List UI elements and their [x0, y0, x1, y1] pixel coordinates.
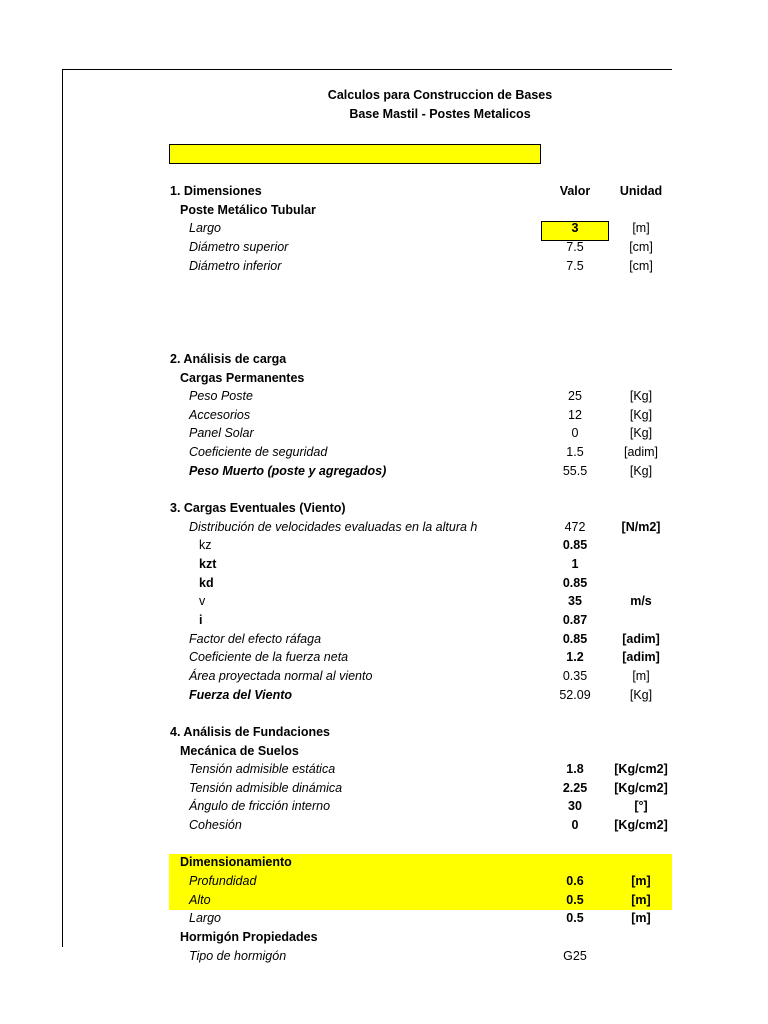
table-row [0, 686, 768, 705]
row-label: Peso Poste [189, 389, 253, 404]
row-label: kz [199, 538, 212, 553]
table-row [0, 387, 768, 406]
table-row [0, 648, 768, 667]
row-label: 4. Análisis de Fundaciones [170, 724, 330, 739]
row-value[interactable]: 1 [571, 557, 579, 571]
row-value[interactable]: 0.85 [562, 538, 588, 553]
row-value[interactable]: 12 [568, 407, 582, 422]
row-label: Diámetro inferior [189, 258, 282, 273]
table-row [0, 947, 768, 966]
row-value[interactable]: 55.5 [562, 463, 588, 478]
row-value[interactable]: 3 [571, 221, 579, 236]
table-row [0, 630, 768, 649]
column-header-unidad: Unidad [619, 184, 663, 198]
row-label: 1. Dimensiones [170, 184, 262, 198]
table-row [0, 816, 768, 835]
table-row [0, 443, 768, 462]
row-label: Tensión admisible dinámica [189, 780, 343, 795]
table-row [0, 723, 768, 742]
table-row [0, 742, 768, 761]
table-row [0, 201, 768, 220]
table-row [0, 574, 768, 593]
row-unit: [Kg] [629, 389, 653, 404]
row-value[interactable]: 2.25 [562, 780, 588, 795]
row-value[interactable]: 0 [571, 426, 579, 441]
table-row [0, 872, 768, 891]
table-row [0, 536, 768, 555]
row-value[interactable]: 0 [571, 818, 579, 833]
row-label: Peso Muerto (poste y agregados) [189, 463, 387, 478]
row-value[interactable]: 7.5 [566, 239, 584, 254]
row-value[interactable]: 0.5 [566, 911, 584, 926]
table-row [0, 555, 768, 574]
highlighted-empty-cell[interactable] [169, 144, 541, 164]
table-row [0, 219, 768, 238]
table-row [0, 182, 768, 201]
row-label: Accesorios [189, 407, 251, 422]
row-label: Tensión admisible estática [189, 762, 336, 777]
page-title: Calculos para Construccion de Bases [327, 88, 553, 102]
row-label: Distribución de velocidades evaluadas en la altura h [189, 519, 478, 534]
table-row [0, 797, 768, 816]
row-label: kzt [199, 557, 217, 571]
row-value[interactable]: 1.2 [566, 650, 584, 665]
row-unit: [adim] [622, 650, 660, 665]
row-value[interactable]: 0.5 [566, 892, 584, 907]
row-label: Diámetro superior [189, 239, 289, 254]
table-row [0, 909, 768, 928]
table-row [0, 891, 768, 910]
row-value[interactable]: 52.09 [559, 687, 591, 702]
table-row [0, 350, 768, 369]
row-label: Cohesión [189, 818, 242, 833]
table-row [0, 518, 768, 537]
table-row [0, 928, 768, 947]
row-unit: [m] [631, 874, 651, 889]
table-row [0, 853, 768, 872]
row-unit: [N/m2] [621, 519, 661, 534]
page-subtitle: Base Mastil - Postes Metalicos [349, 107, 531, 121]
row-value[interactable]: 1.5 [566, 445, 584, 460]
row-label: v [199, 594, 206, 609]
row-value[interactable]: 1.8 [566, 762, 584, 777]
row-label: Poste Metálico Tubular [180, 202, 316, 217]
row-unit: [Kg] [629, 407, 653, 422]
row-label: Coeficiente de seguridad [189, 445, 328, 460]
row-label: Dimensionamiento [180, 855, 292, 870]
table-row [0, 779, 768, 798]
table-row [0, 369, 768, 388]
row-value[interactable]: 7.5 [566, 258, 584, 273]
row-unit: [Kg/cm2] [614, 780, 668, 795]
row-value[interactable]: 0.85 [562, 631, 588, 646]
table-row [0, 406, 768, 425]
sheet-border-top [62, 69, 672, 70]
row-unit: [Kg] [629, 463, 653, 478]
row-label: Factor del efecto ráfaga [189, 631, 322, 646]
row-unit: [Kg] [629, 426, 653, 441]
row-label: Profundidad [189, 874, 257, 889]
row-value[interactable]: 0.87 [562, 612, 588, 627]
row-label: Área proyectada normal al viento [189, 668, 373, 683]
table-row [0, 592, 768, 611]
row-label: Mecánica de Suelos [180, 743, 299, 758]
row-unit: [cm] [629, 258, 653, 273]
row-unit: [adim] [622, 631, 660, 646]
row-unit: [m] [632, 668, 650, 683]
table-row [0, 667, 768, 686]
row-unit: m/s [630, 594, 652, 609]
table-row [0, 499, 768, 518]
row-value[interactable]: 25 [568, 389, 582, 404]
row-unit: [m] [631, 892, 651, 907]
row-label: Coeficiente de la fuerza neta [189, 650, 349, 665]
table-row [0, 257, 768, 276]
row-label: Tipo de hormigón [189, 948, 287, 963]
row-value[interactable]: G25 [563, 948, 587, 963]
row-unit: [adim] [623, 445, 659, 460]
row-label: i [199, 612, 203, 627]
row-label: kd [199, 575, 214, 590]
row-label: Panel Solar [189, 426, 254, 441]
table-row [0, 611, 768, 630]
row-value[interactable]: 30 [568, 799, 582, 814]
row-value[interactable]: 0.35 [562, 668, 588, 683]
row-label: Ángulo de fricción interno [189, 799, 331, 814]
row-label: 3. Cargas Eventuales (Viento) [170, 501, 346, 516]
row-value[interactable]: 472 [564, 519, 586, 534]
row-unit: [m] [632, 221, 650, 236]
row-label: 2. Análisis de carga [170, 351, 287, 366]
row-value[interactable]: 35 [568, 594, 582, 609]
row-unit: [Kg] [629, 687, 653, 702]
row-label: Fuerza del Viento [189, 687, 293, 702]
table-row [0, 462, 768, 481]
row-label: Hormigón Propiedades [180, 930, 318, 944]
row-label: Cargas Permanentes [180, 370, 305, 385]
table-row [0, 238, 768, 257]
row-label: Largo [189, 911, 221, 926]
row-value[interactable]: 0.6 [566, 874, 584, 889]
row-label: Alto [189, 892, 211, 907]
row-unit: [Kg/cm2] [614, 818, 668, 833]
row-unit: [Kg/cm2] [614, 762, 668, 777]
column-header-valor: Valor [559, 184, 591, 198]
row-label: Largo [189, 221, 221, 236]
row-value[interactable]: 0.85 [562, 575, 588, 590]
table-row [0, 760, 768, 779]
row-unit: [m] [631, 911, 651, 926]
table-row [0, 424, 768, 443]
row-unit: [cm] [629, 239, 653, 254]
row-unit: [°] [634, 799, 648, 814]
